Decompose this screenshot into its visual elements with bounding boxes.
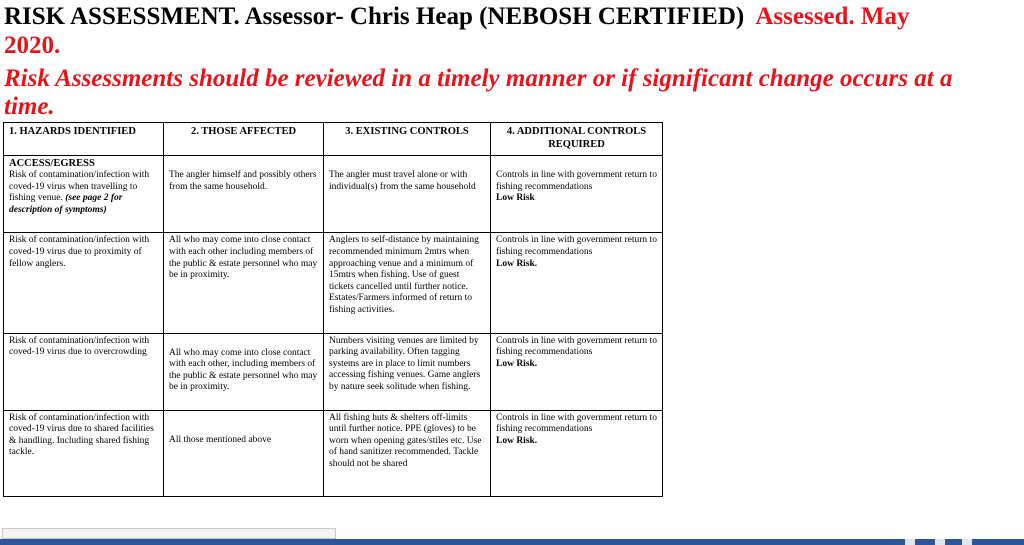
- affected-text: All those mentioned above: [169, 434, 272, 445]
- hazard-text: Risk of contamination/infection with coved-19 virus due to proximity of fellow anglers.: [9, 235, 150, 269]
- affected-cell: [164, 333, 324, 410]
- affected-cell: [164, 156, 324, 233]
- controls-cell: [324, 333, 491, 410]
- controls-text: Numbers visiting venues are limited by parking availability. Often tagging systems are in place to limit numbers accessing fishing venues. Game anglers by nature seek solitude when fishing.: [329, 335, 481, 392]
- header-affected: 2. THOSE AFFECTED: [164, 123, 324, 156]
- additional-cell: [491, 156, 663, 233]
- controls-cell: [324, 410, 491, 497]
- risk-assessment-table: [3, 122, 663, 497]
- risk-level: Low Risk.: [496, 435, 538, 446]
- risk-level: Low Risk: [496, 193, 535, 204]
- read-mode-icon[interactable]: [905, 539, 915, 545]
- risk-level: Low Risk.: [496, 258, 538, 269]
- hazard-cell: [4, 333, 164, 410]
- heading-assessor: RISK ASSESSMENT. Assessor- Chris Heap (NEBOSH CERTIFIED): [4, 3, 745, 30]
- assessment-heading: [4, 2, 910, 31]
- risk-level: Low Risk.: [496, 358, 538, 369]
- review-notice: Risk Assessments should be reviewed in a timely manner or if significant change occurs at a: [4, 65, 953, 92]
- additional-text: Controls in line with government return to fishing recommendations: [496, 335, 657, 358]
- table-row: [4, 156, 663, 233]
- hazard-text: Risk of contamination/infection with coved-19 virus due to overcrowding: [9, 335, 150, 358]
- table-header-row: [4, 123, 663, 156]
- header-additional-controls: 4. ADDITIONAL CONTROLS REQUIRED: [491, 123, 663, 156]
- review-notice-continued: time.: [4, 93, 55, 120]
- additional-text: Controls in line with government return to fishing recommendations: [496, 170, 657, 192]
- controls-text: All fishing huts & shelters off-limits until further notice. PPE (gloves) to be worn when opening gates/stiles etc. Use of hand sanitizer recommended. Tackle should not be shared: [329, 412, 482, 469]
- affected-cell: [164, 233, 324, 333]
- affected-text: All who may come into close contact with each other including members of the public & estate personnel who may be in proximity.: [169, 235, 318, 281]
- hazard-cell: [4, 156, 164, 233]
- additional-cell: [491, 410, 663, 497]
- hazard-note: (see page 2 for description of symptoms): [9, 193, 123, 215]
- hazard-cell: [4, 233, 164, 333]
- controls-text: Anglers to self-distance by maintaining recommended minimum 2mtrs when approaching venue and a minimum of 15mtrs when fishing. Use of guest tickets cancelled until further notice. Estates/Farmers informed of return to fishing activities.: [329, 235, 479, 315]
- web-layout-icon[interactable]: [962, 539, 972, 545]
- table-row: [4, 233, 663, 333]
- heading-year: 2020.: [4, 32, 61, 59]
- controls-cell: [324, 156, 491, 233]
- hazard-text: Risk of contamination/infection with coved-19 virus when travelling to fishing venue.: [9, 170, 150, 204]
- affected-text: The angler himself and possibly others from the same household.: [169, 170, 317, 192]
- header-hazards: 1. HAZARDS IDENTIFIED: [4, 123, 164, 156]
- affected-cell: [164, 410, 324, 497]
- additional-text: Controls in line with government return to fishing recommendations: [496, 412, 657, 435]
- section-label: ACCESS/EGRESS: [9, 158, 95, 169]
- table-row: [4, 410, 663, 497]
- heading-assessed-date: Assessed. May: [755, 3, 910, 30]
- additional-text: Controls in line with government return to fishing recommendations: [496, 235, 657, 257]
- controls-cell: [324, 233, 491, 333]
- print-layout-icon[interactable]: [935, 539, 945, 545]
- header-existing-controls: 3. EXISTING CONTROLS: [324, 123, 491, 156]
- hazard-text: Risk of contamination/infection with coved-19 virus due to shared facilities & handling. Including shared fishing tackle.: [9, 412, 154, 458]
- additional-cell: [491, 333, 663, 410]
- affected-text: All who may come into close contact with each other, including members of the public & estate personnel who may be in proximity.: [169, 347, 318, 393]
- additional-cell: [491, 233, 663, 333]
- status-bar: [0, 539, 1024, 545]
- horizontal-scrollbar[interactable]: [2, 528, 336, 539]
- table-row: [4, 333, 663, 410]
- controls-text: The angler must travel alone or with individual(s) from the same household: [329, 170, 476, 192]
- hazard-cell: [4, 410, 164, 497]
